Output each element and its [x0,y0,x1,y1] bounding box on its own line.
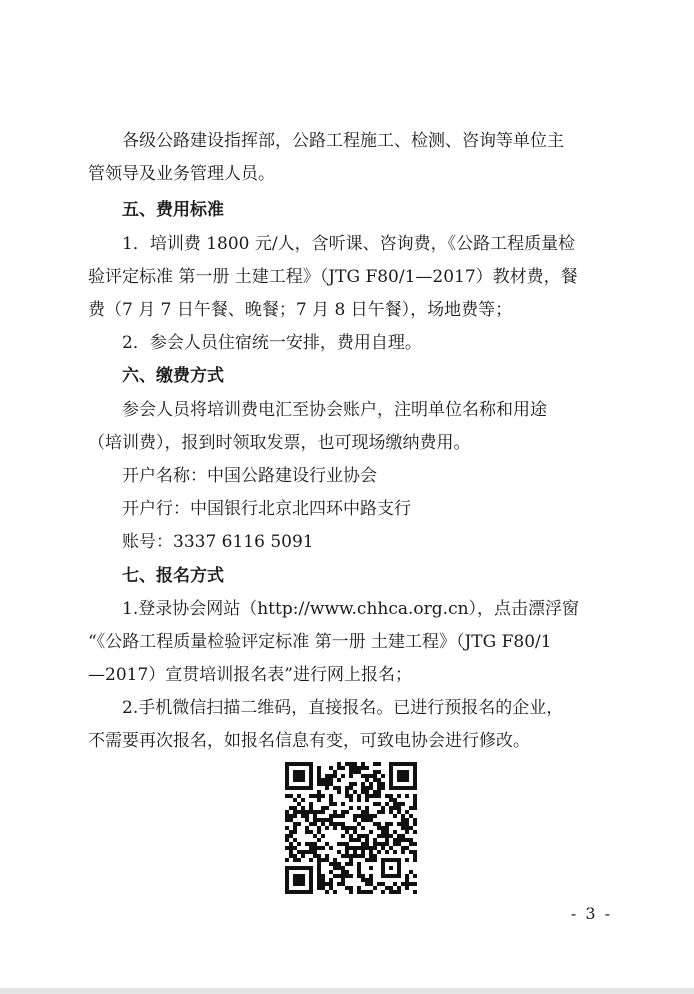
account-name-line: 开户名称：中国公路建设行业协会 [122,466,377,486]
section-heading-payment: 六、缴费方式 [122,366,224,386]
paragraph-line: 参会人员将培训费电汇至协会账户，注明单位名称和用途 [122,400,547,420]
paragraph-line: —2017）宣贯培训报名表”进行网上报名； [88,665,412,685]
paragraph-line: 1.登录协会网站（http://www.chhca.org.cn），点击漂浮窗 [122,599,580,619]
paragraph-line: 管领导及业务管理人员。 [88,164,275,184]
paragraph-line: （培训费），报到时领取发票，也可现场缴纳费用。 [88,433,471,453]
page-number: - 3 - [570,904,612,923]
paragraph-line: 1．培训费 1800 元/人，含听课、咨询费，《公路工程质量检 [122,234,576,254]
bank-line: 开户行：中国银行北京北四环中路支行 [122,499,411,519]
paragraph-line: 费（7 月 7 日午餐、晚餐；7 月 8 日午餐），场地费等； [88,300,513,320]
section-heading-fees: 五、费用标准 [122,200,224,220]
page-bottom-edge [0,988,694,994]
paragraph-line: 不需要再次报名，如报名信息有变，可致电协会进行修改。 [88,731,530,751]
section-heading-registration: 七、报名方式 [122,566,224,586]
qr-code-icon [285,762,417,894]
paragraph-line: 验评定标准 第一册 土建工程》（JTG F80/1—2017）教材费，餐 [88,267,578,287]
paragraph-line: 2.手机微信扫描二维码，直接报名。已进行预报名的企业， [122,698,564,718]
paragraph-line: 2．参会人员住宿统一安排，费用自理。 [122,333,422,353]
account-number-line: 账号：3337 6116 5091 [122,532,314,552]
paragraph-line: 各级公路建设指挥部，公路工程施工、检测、咨询等单位主 [122,131,564,151]
paragraph-line: “《公路工程质量检验评定标准 第一册 土建工程》（JTG F80/1 [88,632,552,652]
